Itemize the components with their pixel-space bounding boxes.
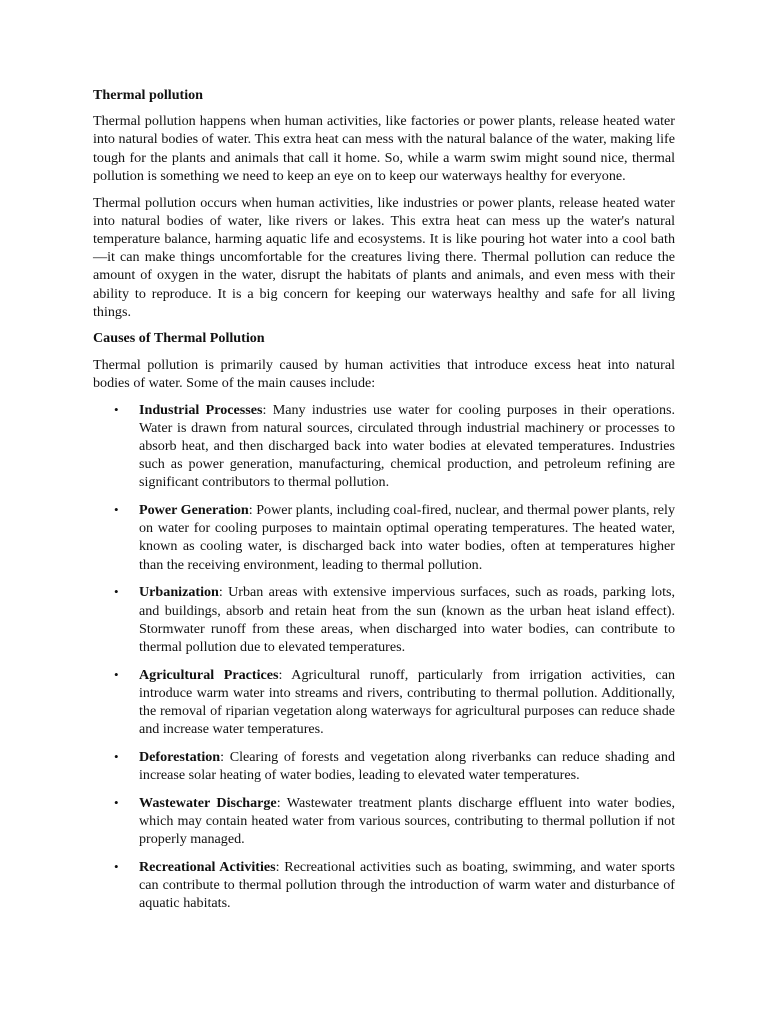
cause-description: : Agricultural runoff, particularly from irrigation activities, can introduce warm water into streams and rivers, contributing to thermal pollution. Additionally, the removal of riparian vegetation along waterways for agricultural purposes can reduce shade and increase water temperatures. [139, 666, 675, 738]
causes-heading: Causes of Thermal Pollution [93, 330, 265, 347]
list-item [93, 401, 675, 492]
bullet-icon: • [114, 584, 119, 600]
bullet-icon: • [114, 666, 119, 682]
list-item [93, 794, 675, 849]
cause-description: : Wastewater treatment plants discharge effluent into water bodies, which may contain heated water from various sources, contributing to thermal pollution if not properly managed. [139, 794, 675, 848]
causes-intro-paragraph: Thermal pollution is primarily caused by human activities that introduce excess heat into natural bodies of water. Some of the main causes include: [93, 356, 675, 391]
cause-description: : Recreational activities such as boating, swimming, and water sports can contribute to thermal pollution through the introduction of warm water and disturbance of aquatic habitats. [139, 859, 675, 912]
cause-description: : Many industries use water for cooling purposes in their operations. Water is drawn from natural sources, circulated through industrial machinery or processes to absorb heat, and then discharged back into water bodies at elevated temperatures. Industries such as power generation, manufacturing, chemical production, and petroleum refining are significant contributors to thermal pollution. [139, 401, 675, 491]
cause-description: : Urban areas with extensive impervious surfaces, such as roads, parking lots, and buildings, absorb and retain heat from the sun (known as the urban heat island effect). Stormwater runoff from these areas, when discharged into water bodies, can contribute to thermal pollution due to elevated temperatures. [139, 584, 675, 655]
cause-description: : Clearing of forests and vegetation along riverbanks can reduce shading and increase solar heating of water bodies, leading to elevated water temperatures. [139, 749, 675, 784]
intro-paragraph: Thermal pollution occurs when human activities, like industries or power plants, release heated water into natural bodies of water, like rivers or lakes. This extra heat can mess up the water's natural temperature balance, harming aquatic life and ecosystems. It is like pouring hot water into a cool bath—it can make things uncomfortable for the creatures living there. Thermal pollution can reduce the amount of oxygen in the water, disrupt the habitats of plants and animals, and even mess with their ability to reproduce. It is a big concern for keeping our waterways healthy and safe for all living things. [93, 194, 675, 320]
cause-term: Urbanization [139, 584, 219, 601]
document-title: Thermal pollution [93, 87, 204, 103]
list-item [93, 583, 675, 656]
cause-term: Wastewater Discharge [139, 794, 277, 811]
list-item [93, 666, 675, 739]
bullet-icon: • [114, 794, 119, 810]
list-item [93, 858, 675, 913]
cause-term: Power Generation [139, 502, 249, 519]
bullet-icon: • [114, 859, 119, 875]
cause-term: Deforestation [139, 749, 221, 765]
list-item [93, 748, 675, 784]
cause-term: Agricultural Practices [139, 666, 279, 683]
cause-term: Recreational Activities [139, 859, 276, 876]
bullet-icon: • [114, 401, 119, 417]
document-page [93, 86, 675, 922]
cause-term: Industrial Processes [139, 401, 263, 418]
list-item [93, 501, 675, 574]
bullet-icon: • [114, 502, 119, 518]
cause-description: : Power plants, including coal-fired, nuclear, and thermal power plants, rely on water for cooling purposes to maintain optimal operating temperatures. The heated water, known as cooling water, is discharged back into water bodies, often at temperatures higher than the receiving environment, leading to thermal pollution. [139, 502, 675, 573]
causes-list [93, 401, 675, 913]
intro-paragraph: Thermal pollution happens when human activities, like factories or power plants, release heated water into natural bodies of water. This extra heat can mess with the natural balance of the water, making life tough for the plants and animals that call it home. So, while a warm swim might sound nice, thermal pollution is something we need to keep an eye on to keep our waterways healthy for everyone. [93, 113, 675, 184]
bullet-icon: • [114, 749, 119, 764]
